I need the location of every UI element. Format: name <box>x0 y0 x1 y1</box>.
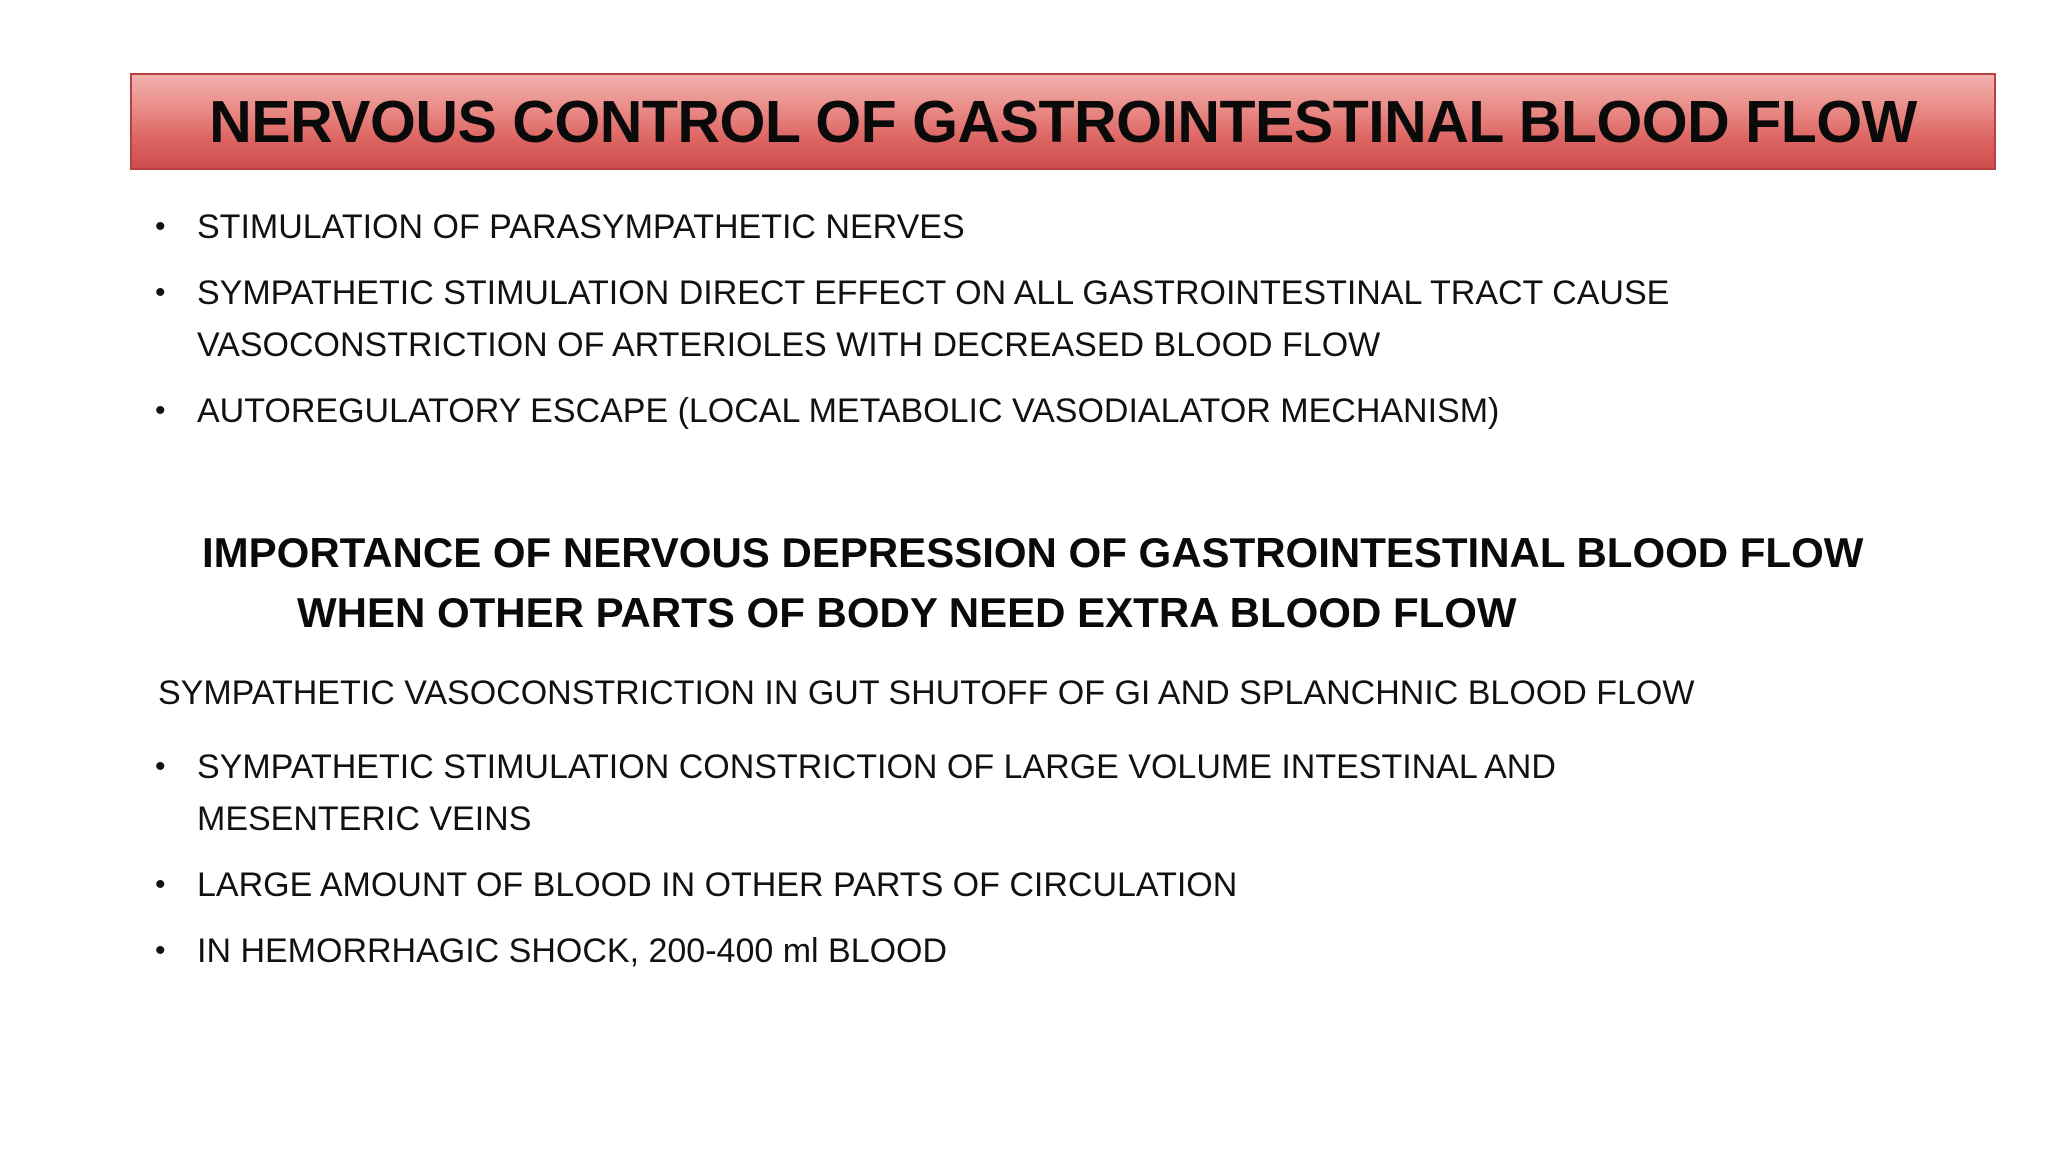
bullet-text: SYMPATHETIC STIMULATION DIRECT EFFECT ON ALL GASTROINTESTINAL TRACT CAUSE VASOCONSTRICTION OF ARTERIOLES WITH DECREASED BLOOD FLOW <box>197 274 1670 364</box>
bullet-item <box>155 201 1755 253</box>
bullet-icon: • <box>155 276 166 309</box>
bullet-item <box>155 741 1657 845</box>
title-banner <box>130 73 1996 170</box>
bullet-icon: • <box>155 868 166 901</box>
bullet-item <box>155 267 1717 371</box>
bullet-list-top <box>155 201 1755 451</box>
bullet-text: IN HEMORRHAGIC SHOCK, 200-400 ml BLOOD <box>197 932 948 970</box>
slide-title: NERVOUS CONTROL OF GASTROINTESTINAL BLOOD FLOW <box>209 88 1917 155</box>
bullet-item <box>155 859 1755 911</box>
section-heading <box>160 523 1910 643</box>
bullet-text: AUTOREGULATORY ESCAPE (LOCAL METABOLIC VASODIALATOR MECHANISM) <box>197 392 1500 430</box>
bullet-icon: • <box>155 750 166 783</box>
bullet-icon: • <box>155 210 166 243</box>
bullet-icon: • <box>155 394 166 427</box>
bullet-list-bottom <box>155 741 1755 991</box>
bullet-text: LARGE AMOUNT OF BLOOD IN OTHER PARTS OF CIRCULATION <box>197 866 1238 904</box>
bullet-text: STIMULATION OF PARASYMPATHETIC NERVES <box>197 208 965 246</box>
summary-line: SYMPATHETIC VASOCONSTRICTION IN GUT SHUTOFF OF GI AND SPLANCHNIC BLOOD FLOW <box>158 674 1695 712</box>
bullet-item <box>155 925 1755 977</box>
bullet-icon: • <box>155 934 166 967</box>
bullet-text: SYMPATHETIC STIMULATION CONSTRICTION OF LARGE VOLUME INTESTINAL AND MESENTERIC VEINS <box>197 748 1556 838</box>
section-heading-line2: WHEN OTHER PARTS OF BODY NEED EXTRA BLOOD FLOW <box>297 589 1517 636</box>
section-heading-line1: IMPORTANCE OF NERVOUS DEPRESSION OF GASTROINTESTINAL BLOOD FLOW <box>202 529 1864 576</box>
bullet-item <box>155 385 1755 437</box>
